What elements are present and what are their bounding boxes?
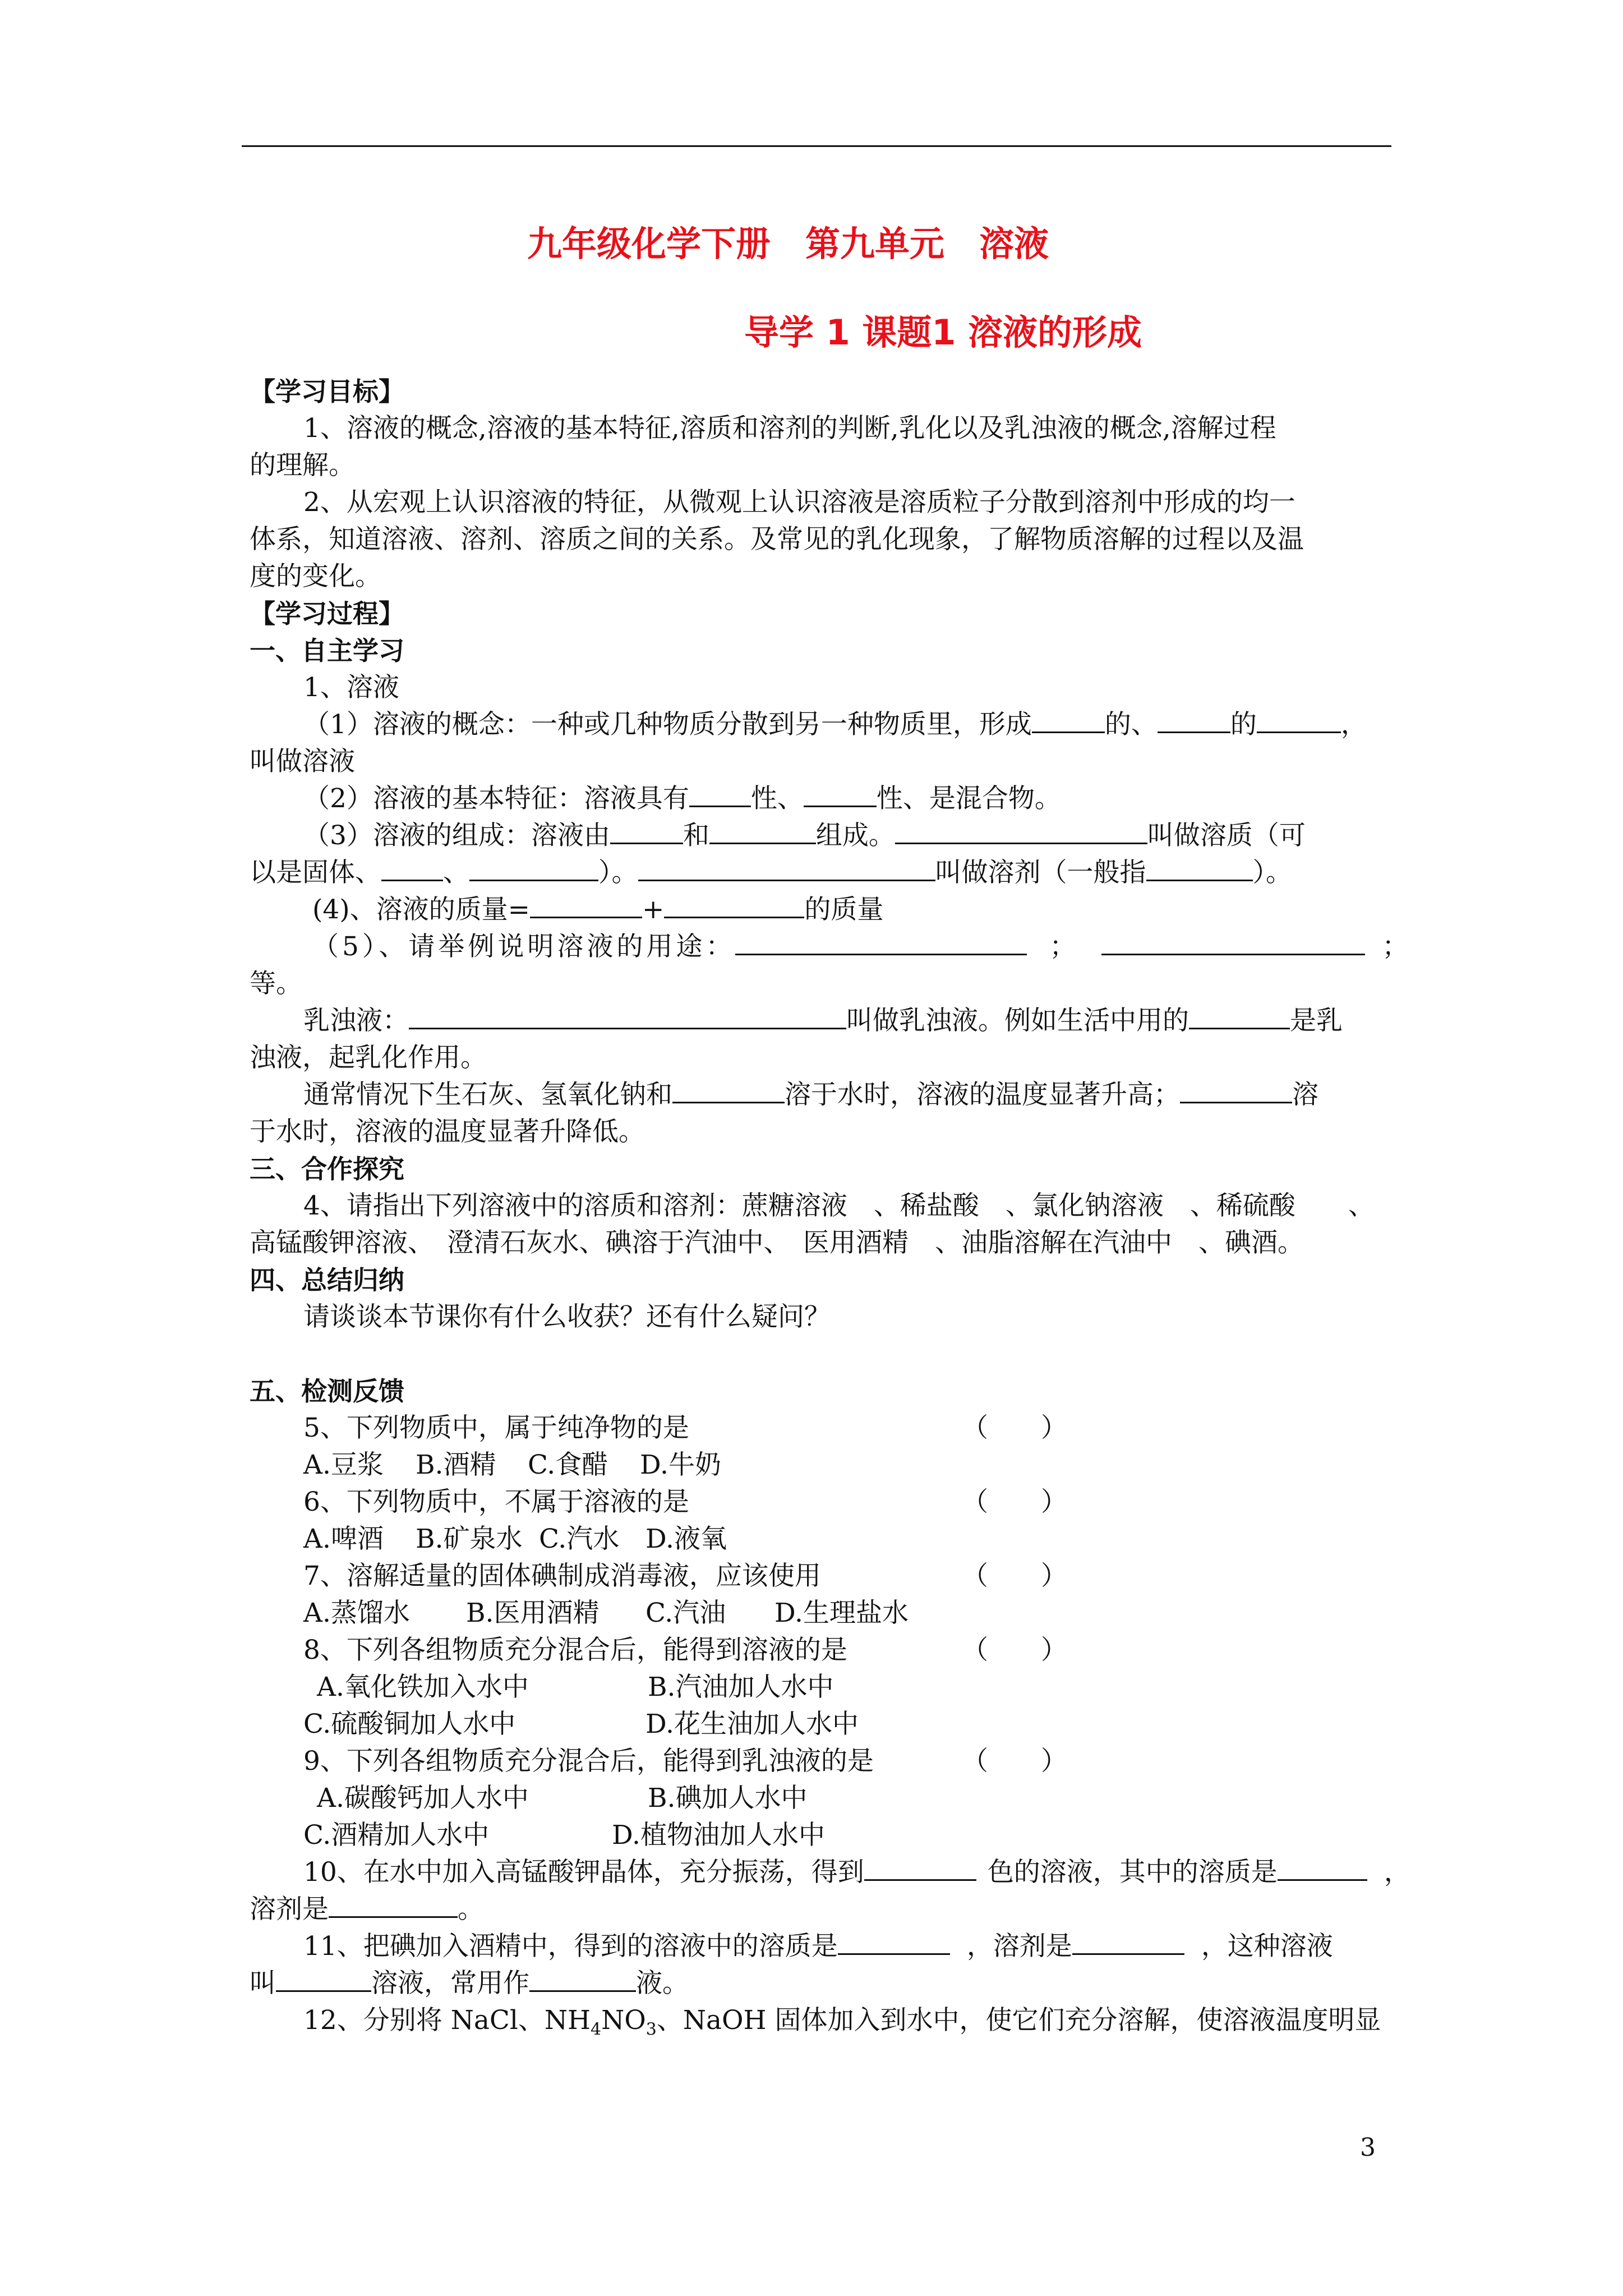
coop-question-line-1: 4、请指出下列溶液中的溶质和溶剂：蔗糖溶液 、稀盐酸 、氯化钠溶液 、稀硫酸 、 (303, 1190, 1375, 1221)
goal-2-line-2: 体系，知道溶液、溶剂、溶质之间的关系。及常见的乳化现象，了解物质溶解的过程以及温 (250, 524, 1304, 555)
test-question-10-cont (250, 1891, 1444, 1928)
answer-blank[interactable] (381, 855, 443, 881)
option-c[interactable]: C.酒精加人水中 (303, 1820, 490, 1851)
answer-blank[interactable] (469, 855, 598, 881)
text: 乳浊液： (303, 1005, 409, 1036)
text: 10、在水中加入高锰酸钾晶体，充分振荡，得到 (303, 1857, 864, 1888)
option-a[interactable]: A.豆浆 (303, 1450, 384, 1480)
text: 性、是混合物。 (876, 783, 1061, 814)
option-d[interactable]: D.液氧 (645, 1524, 727, 1554)
test-question-12 (250, 2002, 1444, 2039)
text: 以是固体、 (250, 857, 381, 888)
answer-blank[interactable] (664, 892, 804, 918)
option-c[interactable]: C.汽油 (645, 1598, 726, 1628)
answer-blank[interactable] (1146, 855, 1253, 881)
goal-2-line-1: 2、从宏观上认识溶液的特征，从微观上认识溶液是溶质粒子分散到溶剂中形成的均一 (303, 487, 1295, 518)
text: 溶 (1292, 1079, 1318, 1110)
section-self-study: 一、自主学习 (250, 636, 404, 666)
answer-blank[interactable] (804, 781, 877, 807)
question-text: 5、下列物质中，属于纯净物的是 (303, 1412, 689, 1443)
test-question-7 (250, 1558, 1444, 1595)
text: ； (1382, 931, 1412, 962)
text: 、NaOH 固体加入到水中，使它们充分溶解，使溶液温度明显 (656, 2005, 1381, 2036)
answer-parentheses[interactable]: （ ） (962, 1561, 1067, 1591)
option-c[interactable]: C.硫酸铜加人水中 (303, 1709, 516, 1740)
emulsion-line (250, 1002, 1444, 1039)
text: 性、 (750, 783, 804, 814)
text: 11、把碘加入酒精中，得到的溶液中的溶质是 (303, 1931, 838, 1962)
answer-blank[interactable] (409, 1003, 846, 1029)
test-question-10 (250, 1854, 1444, 1891)
question-text: 7、溶解适量的固体碘制成消毒液，应该使用 (303, 1561, 821, 1591)
question-composition (250, 817, 1444, 854)
document-body (250, 373, 1444, 2039)
text: （5）、请举例说明溶液的用途： (312, 931, 736, 962)
answer-blank[interactable] (1072, 1929, 1184, 1955)
section-cooperation: 三、合作探究 (250, 1154, 404, 1184)
text: 、 (443, 857, 469, 888)
text: 的质量 (804, 894, 884, 925)
option-d[interactable]: D.植物油加人水中 (612, 1820, 825, 1851)
option-d[interactable]: D.生理盐水 (774, 1598, 909, 1628)
heat-line-cont: 于水时，溶液的温度显著升降低。 (250, 1116, 645, 1147)
subscript: 4 (591, 2019, 602, 2040)
text: (4)、溶液的质量= (312, 894, 530, 925)
test-options-9-row-2 (250, 1817, 1444, 1854)
option-b[interactable]: B.汽油加人水中 (648, 1672, 834, 1703)
question-concept (250, 706, 1444, 743)
option-b[interactable]: B.医用酒精 (466, 1598, 600, 1628)
text: + (642, 894, 665, 925)
section-test: 五、检测反馈 (250, 1376, 404, 1406)
question-features (250, 780, 1444, 817)
answer-blank[interactable] (1278, 1855, 1367, 1881)
question-uses-cont: 等。 (250, 968, 302, 999)
text: ，这种溶液 (1201, 1931, 1333, 1962)
goals-heading: 【学习目标】 (250, 376, 404, 407)
text: 。 (458, 1894, 484, 1925)
question-mass (250, 891, 1444, 928)
answer-blank[interactable] (709, 818, 816, 844)
answer-blank[interactable] (529, 1966, 636, 1992)
test-question-6 (250, 1484, 1444, 1521)
section-summary: 四、总结归纳 (250, 1265, 404, 1295)
answer-parentheses[interactable]: （ ） (962, 1635, 1067, 1665)
answer-blank[interactable] (610, 818, 683, 844)
process-heading: 【学习过程】 (250, 599, 404, 629)
test-options-5 (250, 1447, 1444, 1484)
answer-blank[interactable] (689, 781, 751, 807)
text: （2）溶液的基本特征：溶液具有 (303, 783, 689, 814)
text: ； (1049, 931, 1080, 962)
answer-blank[interactable] (329, 1892, 458, 1918)
test-question-9 (250, 1743, 1444, 1780)
option-a[interactable]: A.蒸馏水 (303, 1598, 410, 1628)
option-a[interactable]: A.碳酸钙加人水中 (317, 1783, 529, 1814)
text: 液。 (636, 1968, 689, 1999)
heat-line (250, 1076, 1444, 1114)
text: 色的溶液，其中的溶质是 (987, 1857, 1278, 1888)
option-d[interactable]: D.牛奶 (640, 1450, 721, 1480)
question-text: 9、下列各组物质充分混合后，能得到乳浊液的是 (303, 1746, 874, 1777)
option-b[interactable]: B.碘加人水中 (648, 1783, 808, 1814)
summary-text: 请谈谈本节课你有什么收获？还有什么疑问？ (303, 1301, 831, 1332)
page-subtitle: 导学 1 课题1 溶液的形成 (744, 312, 1142, 353)
text: 叫 (250, 1968, 276, 1999)
text: ， (1384, 1857, 1410, 1888)
answer-blank[interactable] (530, 892, 642, 918)
spacer (250, 1336, 1444, 1373)
answer-blank[interactable] (638, 855, 935, 881)
text: （1）溶液的概念：一种或几种物质分散到另一种物质里，形成 (303, 709, 1032, 740)
sub-solution: 1、溶液 (303, 672, 399, 703)
answer-blank[interactable] (672, 1077, 785, 1103)
test-options-7 (250, 1595, 1444, 1632)
option-c[interactable]: C.汽水 (539, 1524, 620, 1554)
text: 12、分别将 NaCl、NH (303, 2005, 591, 2036)
answer-blank[interactable] (1032, 707, 1105, 733)
answer-parentheses[interactable]: （ ） (962, 1412, 1067, 1443)
test-question-5 (250, 1410, 1444, 1447)
answer-blank[interactable] (895, 818, 1147, 844)
option-a[interactable]: A.氧化铁加入水中 (317, 1672, 529, 1703)
text: 叫做乳浊液。例如生活中用的 (846, 1005, 1189, 1036)
test-options-6 (250, 1521, 1444, 1558)
page-number: 3 (1360, 2133, 1376, 2162)
page-title: 九年级化学下册 第九单元 溶液 (527, 223, 1049, 264)
answer-blank[interactable] (1189, 1003, 1290, 1029)
text: 和 (683, 820, 709, 851)
option-b[interactable]: B.酒精 (416, 1450, 496, 1480)
answer-blank[interactable] (1101, 929, 1365, 955)
subscript: 3 (645, 2019, 657, 2040)
emulsion-line-cont: 浊液，起乳化作用。 (250, 1042, 487, 1073)
question-text: 8、下列各组物质充分混合后，能得到溶液的是 (303, 1635, 847, 1665)
answer-parentheses[interactable]: （ ） (962, 1487, 1067, 1517)
text: 溶液，常用作 (371, 1968, 529, 1999)
question-text: 6、下列物质中，不属于溶液的是 (303, 1487, 689, 1517)
text: 叫做溶质（可 (1147, 820, 1306, 851)
question-concept-cont: 叫做溶液 (250, 746, 355, 777)
text: NO (601, 2005, 646, 2036)
answer-blank[interactable] (1257, 707, 1341, 733)
text: 叫做溶剂（一般指 (935, 857, 1146, 888)
goal-2-line-3: 度的变化。 (250, 561, 381, 592)
text: 组成。 (815, 820, 895, 851)
answer-blank[interactable] (838, 1929, 950, 1955)
text: 溶于水时，溶液的温度显著升高； (785, 1079, 1180, 1110)
text: ）。 (1252, 857, 1292, 888)
text: 的、 (1104, 709, 1158, 740)
text: 是乳 (1290, 1005, 1343, 1036)
text: ）。 (598, 857, 638, 888)
text: ，溶剂是 (966, 1931, 1072, 1962)
goal-1-line-2: 的理解。 (250, 450, 355, 481)
text: （3）溶液的组成：溶液由 (303, 820, 610, 851)
answer-parentheses[interactable]: （ ） (962, 1746, 1067, 1777)
test-question-8 (250, 1632, 1444, 1669)
test-question-11 (250, 1928, 1444, 1965)
header-rule (242, 145, 1391, 147)
answer-blank[interactable] (864, 1855, 976, 1881)
option-b[interactable]: B.矿泉水 (416, 1524, 523, 1554)
question-composition-cont (250, 854, 1444, 891)
test-options-8-row-1 (250, 1669, 1444, 1706)
answer-blank[interactable] (1180, 1077, 1292, 1103)
option-a[interactable]: A.啤酒 (303, 1524, 384, 1554)
test-question-11-cont (250, 1965, 1444, 2002)
answer-blank[interactable] (1158, 707, 1230, 733)
question-uses (250, 928, 1444, 965)
answer-blank[interactable] (735, 929, 1027, 955)
text: ， (1340, 709, 1367, 740)
option-d[interactable]: D.花生油加人水中 (645, 1709, 859, 1740)
coop-question-line-2: 高锰酸钾溶液、 澄清石灰水、碘溶于汽油中、 医用酒精 、油脂溶解在汽油中 、碘酒。 (250, 1227, 1304, 1258)
text: 的 (1230, 709, 1257, 740)
test-options-9-row-1 (250, 1780, 1444, 1817)
option-c[interactable]: C.食醋 (528, 1450, 608, 1480)
text: 溶剂是 (250, 1894, 329, 1925)
goal-1-line-1: 1、溶液的概念,溶液的基本特征,溶质和溶剂的判断,乳化以及乳浊液的概念,溶解过程 (303, 413, 1276, 444)
answer-blank[interactable] (276, 1966, 371, 1992)
test-options-8-row-2 (250, 1706, 1444, 1743)
text: 通常情况下生石灰、氢氧化钠和 (303, 1079, 672, 1110)
